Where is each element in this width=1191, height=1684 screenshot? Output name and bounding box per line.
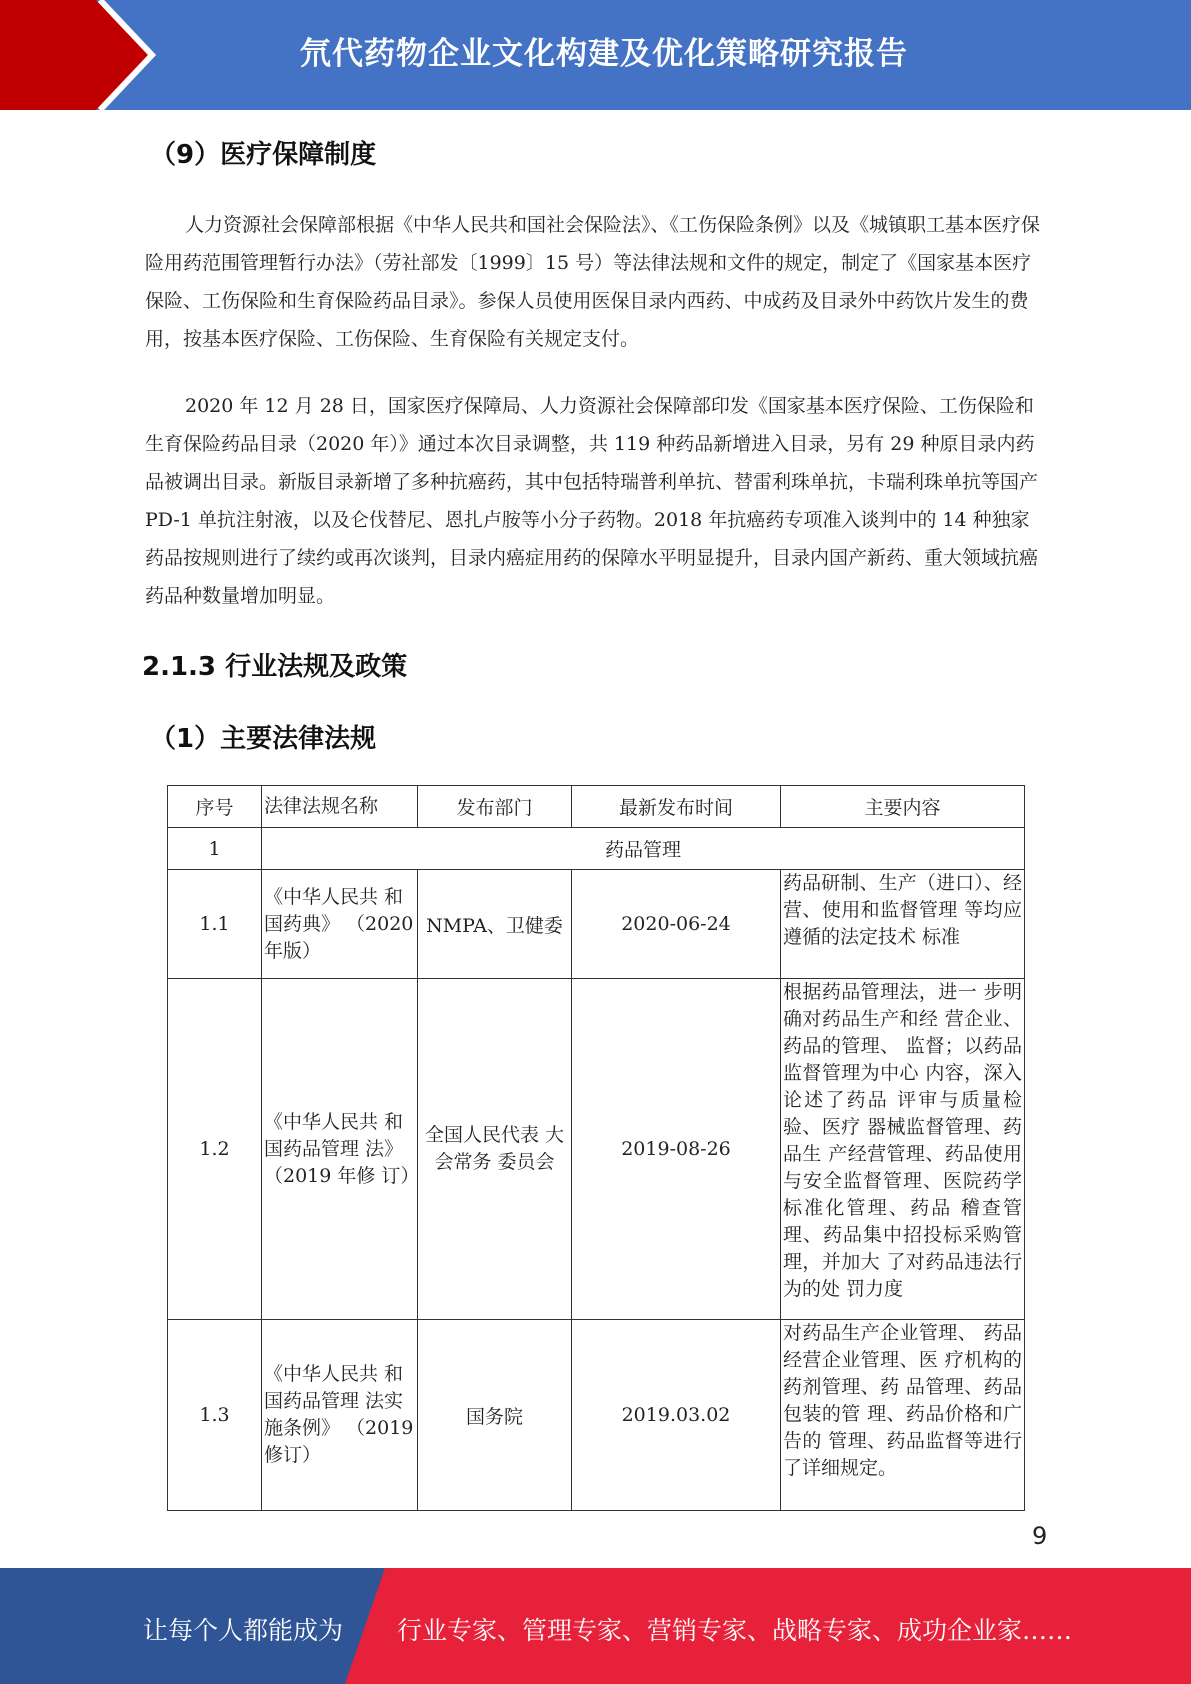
- main-content: 根据药品管理法，进一 步明确对药品生产和经 营企业、药品的管理、 监督；以药品监督管理为中心 内容，深入论述了药品 评审与质量检验、医疗 器械监督管理、药品生 产经营管理、药品使用 与安全监督管理、医院药学标准化管理、药品 稽查管理、药品集中招投标采购管理，并加大 了对药品违法行为的处 罚力度: [781, 979, 1025, 1320]
- row-number: 1.2: [168, 979, 262, 1320]
- issuing-department: NMPA、卫健委: [418, 870, 572, 979]
- law-name: 《中华人民共 和国药典》 （2020 年版）: [262, 870, 418, 979]
- release-date: 2019.03.02: [572, 1320, 781, 1511]
- table-row: [168, 979, 1025, 1320]
- main-content: 药品研制、生产（进口）、经营、使用和监督管理 等均应遵循的法定技术 标准: [781, 870, 1025, 979]
- report-title: 氘代药物企业文化构建及优化策略研究报告: [300, 36, 908, 72]
- row-number: 1.3: [168, 1320, 262, 1511]
- footer-slogan-right: 行业专家、管理专家、营销专家、战略专家、成功企业家……: [397, 1616, 1073, 1645]
- page-number: 9: [1032, 1522, 1048, 1550]
- section-heading-medical-insurance: （9）医疗保障制度: [150, 140, 377, 170]
- column-header: 最新发布时间: [572, 786, 781, 828]
- column-header: 序号: [168, 786, 262, 828]
- row-number: 1.1: [168, 870, 262, 979]
- table-row: [168, 870, 1025, 979]
- section-heading-regulations: 2.1.3 行业法规及政策: [142, 652, 408, 682]
- group-label: 药品管理: [262, 828, 1025, 870]
- law-name: 《中华人民共 和国药品管理 法实施条例》 （2019 修订）: [262, 1320, 418, 1511]
- footer-band: [0, 1568, 1191, 1684]
- column-header: 发布部门: [418, 786, 572, 828]
- issuing-department: 国务院: [418, 1320, 572, 1511]
- table-group-row: [168, 828, 1025, 870]
- release-date: 2020-06-24: [572, 870, 781, 979]
- header-band: [0, 0, 1191, 110]
- table-header-row: [168, 786, 1025, 828]
- release-date: 2019-08-26: [572, 979, 781, 1320]
- table-row: [168, 1320, 1025, 1511]
- issuing-department: 全国人民代表 大会常务 委员会: [418, 979, 572, 1320]
- paragraph: 2020 年 12 月 28 日，国家医疗保障局、人力资源社会保障部印发《国家基本医疗保险、工伤保险和生育保险药品目录（2020 年）》通过本次目录调整，共 119 种药品新增进入目录，另有 29 种原目录内药品被调出目录。新版目录新增了多种抗癌药，其中包括特瑞普利单抗、替雷利珠单抗，卡瑞利珠单抗等国产 PD-1 单抗注射液，以及仑伐替尼、恩扎卢胺等小分子药物。2018 年抗癌药专项准入谈判中的 14 种独家药品按规则进行了续约或再次谈判，目录内癌症用药的保障水平明显提升，目录内国产新药、重大领域抗癌药品种数量增加明显。: [145, 395, 1039, 607]
- group-number: 1: [168, 828, 262, 870]
- laws-table: [167, 785, 1025, 1511]
- main-content: 对药品生产企业管理、 药品经营企业管理、医 疗机构的药剂管理、药 品管理、药品包装的管 理、药品价格和广告的 管理、药品监督等进行 了详细规定。: [781, 1320, 1025, 1511]
- law-name: 《中华人民共 和国药品管理 法》（2019 年修 订）: [262, 979, 418, 1320]
- paragraph: 人力资源社会保障部根据《中华人民共和国社会保险法》、《工伤保险条例》以及《城镇职工基本医疗保险用药范围管理暂行办法》（劳社部发〔1999〕15 号）等法律法规和文件的规定，制定了《国家基本医疗保险、工伤保险和生育保险药品目录》。参保人员使用医保目录内西药、中成药及目录外中药饮片发生的费用，按基本医疗保险、工伤保险、生育保险有关规定支付。: [145, 214, 1041, 350]
- column-header: 法律法规名称: [262, 786, 418, 828]
- footer-slogan-left: 让每个人都能成为: [143, 1616, 344, 1645]
- subsection-heading-laws: （1）主要法律法规: [150, 724, 377, 754]
- column-header: 主要内容: [781, 786, 1025, 828]
